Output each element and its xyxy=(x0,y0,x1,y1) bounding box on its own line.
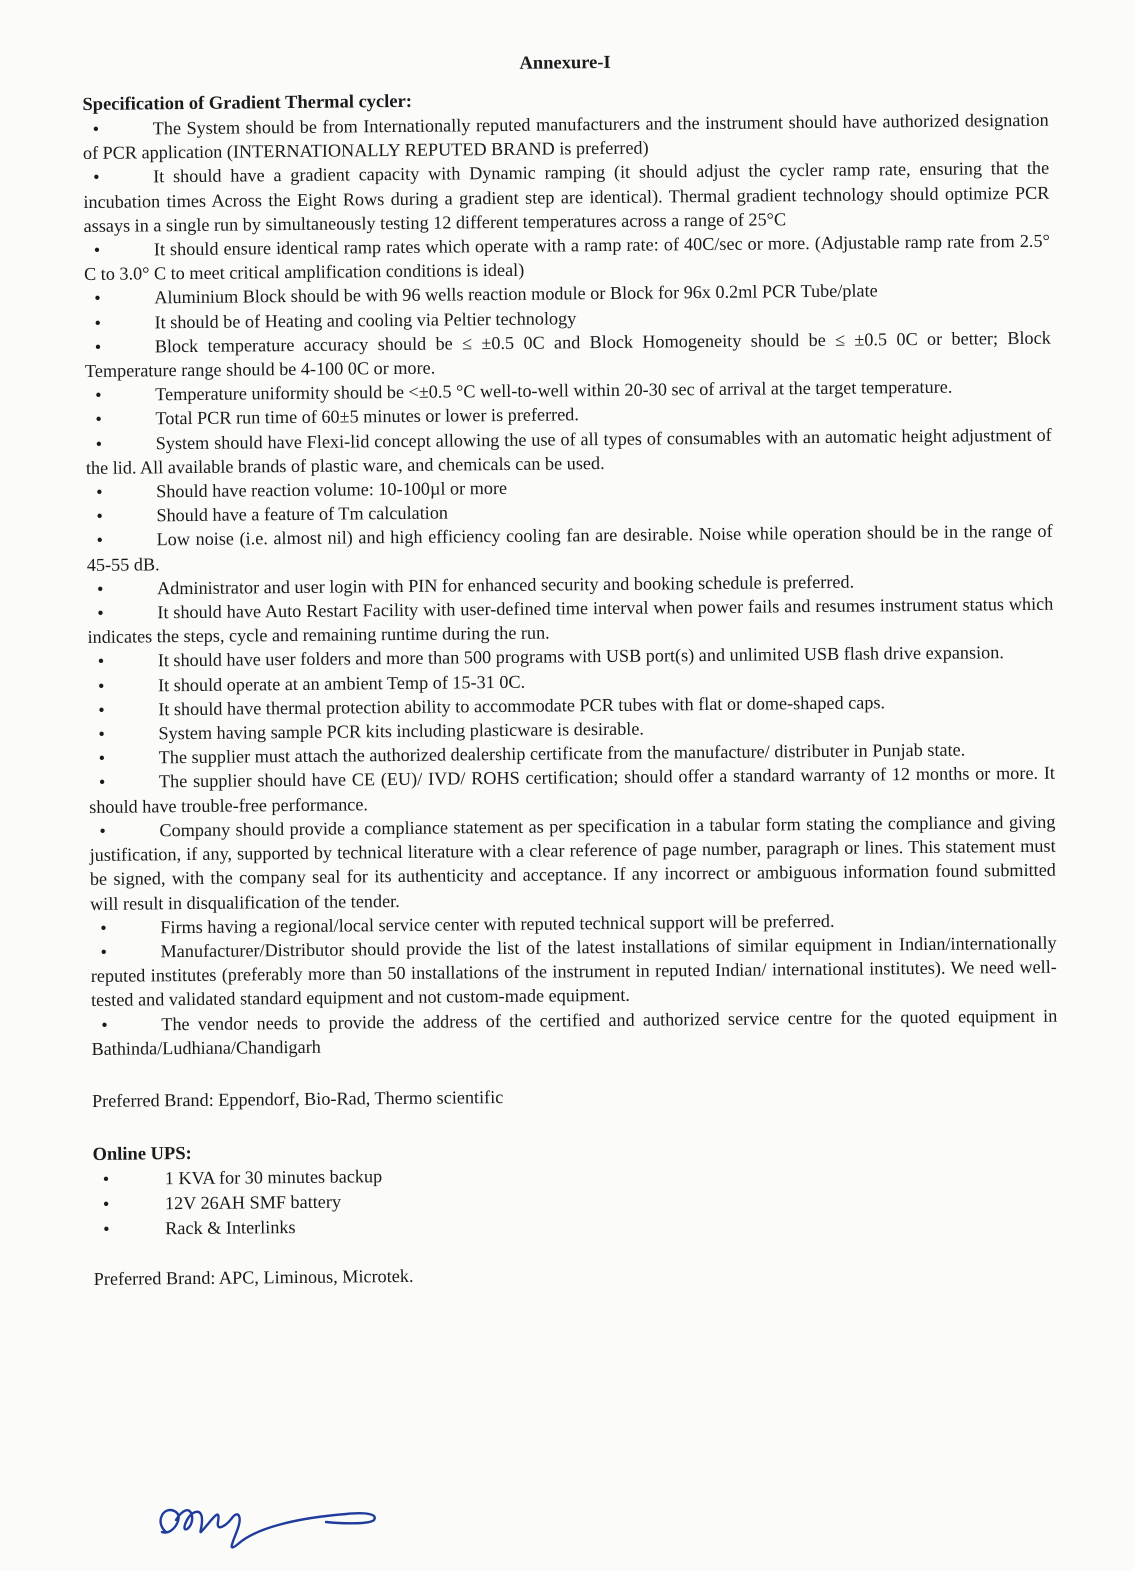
bullet: • xyxy=(102,1168,110,1189)
list-item xyxy=(89,810,1056,916)
bullet: • xyxy=(98,772,106,793)
bullet: • xyxy=(100,941,108,962)
bullet: • xyxy=(94,312,102,333)
section-heading: Specification of Gradient Thermal cycler: xyxy=(82,91,413,115)
bullet: • xyxy=(94,288,101,309)
bullet: • xyxy=(103,1218,110,1239)
bullet: • xyxy=(97,651,105,672)
bullet: • xyxy=(93,239,101,260)
list-item-text: The supplier must attach the authorized dealership certificate from the manufacture/ distributer in Punjab state. xyxy=(158,739,966,768)
bullet: • xyxy=(98,699,105,720)
list-item-text: System having sample PCR kits including plasticware is desirable. xyxy=(158,718,645,744)
bullet: • xyxy=(95,433,103,454)
list-item-text: Should have reaction volume: 10-100µl or more xyxy=(156,477,508,502)
list-item-text: Manufacturer/Distributor should provide the list of the latest installations of similar equipment in Indian/internationally reputed institutes (preferably more than 50 installations of the instrument in reputed Indian/ international institutes). We need well-tested and validated standard equipment and not custom-made equipment. xyxy=(90,932,1057,1011)
list-item-text: Aluminium Block should be with 96 wells reaction module or Block for 96x 0.2ml PCR Tube/plate xyxy=(154,280,878,308)
list-item-text: It should have a gradient capacity with Dynamic ramping (it should adjust the cycler ramp rate, ensuring that the incubation times Across the Eight Rows during a gradient step are identical). Thermal gradient technology should optimize PCR assays in a single run by simultaneously testing 12 different temperatures across a range of 25°C xyxy=(83,158,1050,236)
ups-list xyxy=(93,1158,1060,1242)
document-body xyxy=(82,49,1060,1291)
bullet: • xyxy=(101,1014,108,1035)
list-item-text: 12V 26AH SMF battery xyxy=(164,1191,342,1214)
list-item xyxy=(83,156,1050,238)
bullet: • xyxy=(95,409,102,430)
list-item-text: Block temperature accuracy should be ≤ ±0.5 0C and Block Homogeneity should be ≤ ±0.5 0C or better; Block Temperature range should be 4-100 0C or more. xyxy=(84,327,1051,382)
bullet: • xyxy=(99,820,106,841)
list-item-text: The vendor needs to provide the address of the certified and authorized service centre for the quoted equipment in Bathinda/Ludhiana/Chandigarh xyxy=(91,1005,1058,1059)
bullet: • xyxy=(97,675,105,696)
list-item-text: Administrator and user login with PIN for enhanced security and booking schedule is preferred. xyxy=(156,571,855,599)
list-item-text: The supplier should have CE (EU)/ IVD/ ROHS certification; should offer a standard warranty of 12 months or more. It should have trouble-free performance. xyxy=(89,763,1056,817)
bullet: • xyxy=(100,917,107,938)
list-item-text: It should have thermal protection ability to accommodate PCR tubes with flat or dome-shaped caps. xyxy=(158,692,886,720)
bullet: • xyxy=(92,118,100,139)
list-item xyxy=(91,1003,1057,1061)
list-item-text: Rack & Interlinks xyxy=(165,1216,296,1239)
list-item-text: It should be of Heating and cooling via Peltier technology xyxy=(154,307,577,332)
bullet: • xyxy=(97,602,104,623)
list-item xyxy=(90,931,1057,1013)
preferred-brand-thermal-cycler: Preferred Brand: Eppendorf, Bio-Rad, Thermo scientific xyxy=(91,1086,504,1111)
list-item-text: Low noise (i.e. almost nil) and high efficiency cooling fan are desirable. Noise while operation should be in the range of 45-55 dB. xyxy=(86,521,1053,575)
list-item-text: It should operate at an ambient Temp of 15-31 0C. xyxy=(157,671,526,695)
specification-list xyxy=(83,108,1058,1061)
list-item-text: System should have Flexi-lid concept allowing the use of all types of consumables with an automatic height adjustment of the lid. All available brands of plastic ware, and chemicals can be used. xyxy=(85,424,1052,478)
bullet: • xyxy=(98,748,106,769)
list-item-text: 1 KVA for 30 minutes backup xyxy=(164,1166,383,1189)
preferred-brand-ups: Preferred Brand: APC, Liminous, Microtek. xyxy=(93,1265,414,1289)
list-item-text: Firms having a regional/local service center with reputed technical support will be preferred. xyxy=(160,910,835,937)
bullet: • xyxy=(96,481,103,502)
list-item-text: It should have user folders and more than 500 programs with USB port(s) and unlimited USB flash drive expansion. xyxy=(157,642,1004,671)
bullet: • xyxy=(98,723,105,744)
document-title: Annexure-I xyxy=(519,52,611,74)
list-item-text: It should ensure identical ramp rates which operate with a ramp rate: of 40C/sec or more. (Adjustable ramp rate from 2.5° C to 3.0° C to meet critical amplification conditions is ideal) xyxy=(83,230,1050,285)
list-item-text: Temperature uniformity should be <±0.5 °C well-to-well within 20-30 sec of arrival at the target temperature. xyxy=(155,376,953,405)
list-item-text: It should have Auto Restart Facility with user-defined time interval when power fails and resumes instrument status which indicates the steps, cycle and remaining runtime during the run. xyxy=(87,593,1054,648)
bullet: • xyxy=(96,578,104,599)
list-item-text: Total PCR run time of 60±5 minutes or lower is preferred. xyxy=(155,404,579,429)
ups-heading: Online UPS: xyxy=(92,1143,192,1165)
list-item-text: Should have a feature of Tm calculation xyxy=(156,502,449,526)
bullet: • xyxy=(93,167,100,188)
list-item-text: The System should be from Internationally reputed manufacturers and the instrument should have authorized designation of PCR application (INTERNATIONALLY REPUTED BRAND is preferred) xyxy=(82,109,1049,164)
bullet: • xyxy=(95,385,102,406)
bullet: • xyxy=(96,506,103,527)
signature xyxy=(146,1492,386,1556)
bullet: • xyxy=(94,336,102,357)
list-item-text: Company should provide a compliance statement as per specification in a tabular form stating the compliance and giving justification, if any, supported by technical literature with a clear reference of page number, paragraph or lines. This statement must be signed, with the company seal for its authenticity and acceptance. If any incorrect or ambiguous information found submitted will result in disqualification of the tender. xyxy=(89,811,1056,914)
bullet: • xyxy=(102,1193,110,1214)
bullet: • xyxy=(96,530,104,551)
